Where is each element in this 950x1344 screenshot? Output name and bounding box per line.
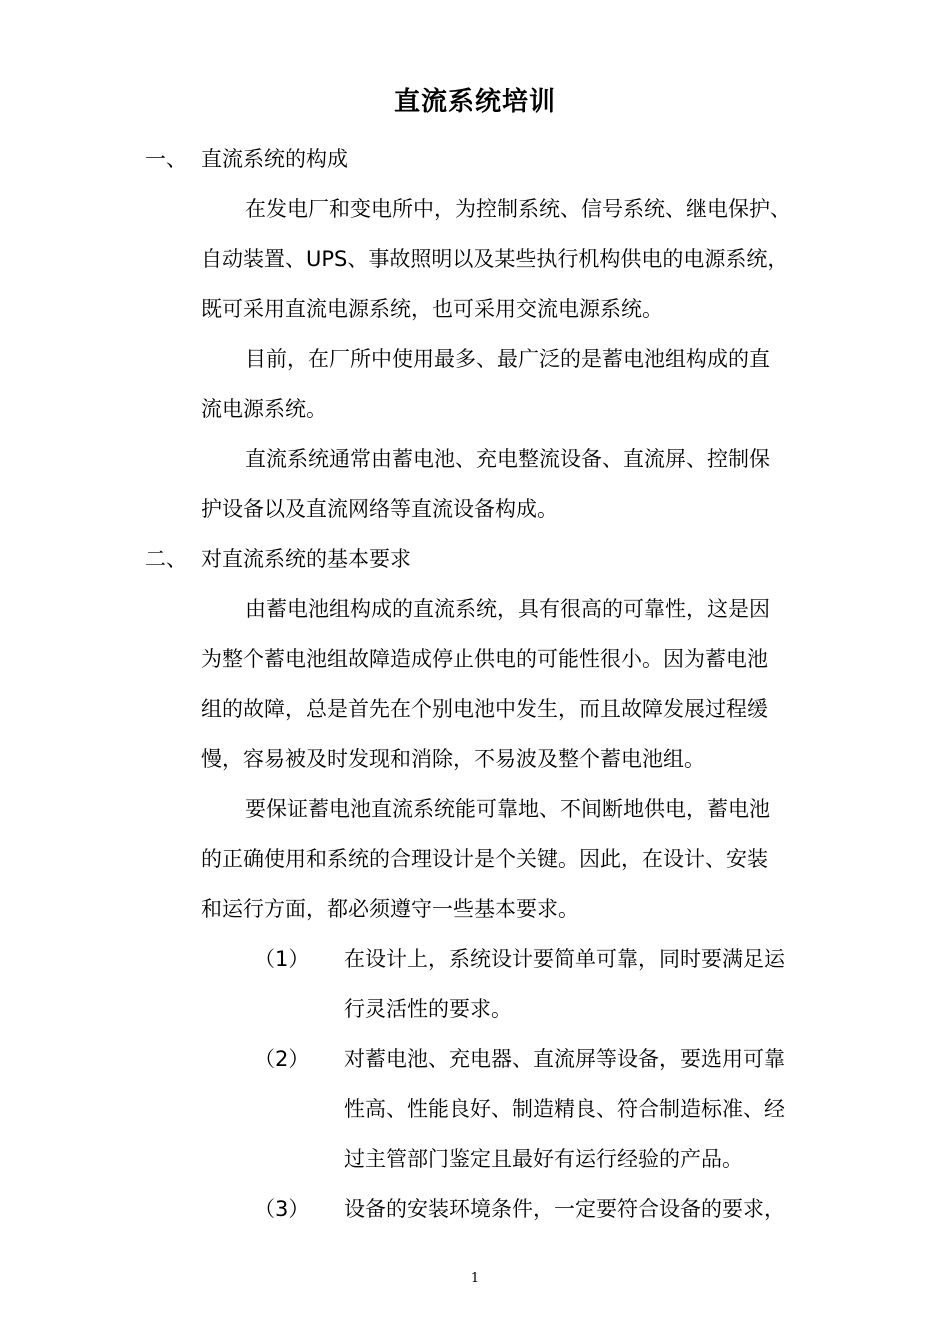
- item-line: 对蓄电池、充电器、直流屏等设备，要选用可靠: [344, 1047, 785, 1071]
- paragraph-line: 流电源系统。: [201, 397, 327, 421]
- paragraph-line: 的正确使用和系统的合理设计是个关键。因此，在设计、安装: [201, 847, 768, 871]
- paragraph-line: 要保证蓄电池直流系统能可靠地、不间断地供电，蓄电池: [245, 797, 770, 821]
- paragraph-line: 直流系统通常由蓄电池、充电整流设备、直流屏、控制保: [245, 447, 770, 471]
- paragraph-line: 在发电厂和变电所中，为控制系统、信号系统、继电保护、: [245, 197, 791, 221]
- item-line: 在设计上，系统设计要简单可靠，同时要满足运: [344, 947, 785, 971]
- item-line: 设备的安装环境条件，一定要符合设备的要求，: [344, 1197, 785, 1221]
- paragraph-line: 组的故障，总是首先在个别电池中发生，而且故障发展过程缓: [201, 697, 768, 721]
- paragraph-line: 和运行方面，都必须遵守一些基本要求。: [201, 897, 579, 921]
- paragraph-line: 由蓄电池组构成的直流系统，具有很高的可靠性，这是因: [245, 597, 770, 621]
- section-number: 二、: [145, 547, 187, 571]
- item-number: （2）: [254, 1047, 310, 1071]
- item-number: （3）: [254, 1197, 310, 1221]
- paragraph-line: 自动装置、UPS、事故照明以及某些执行机构供电的电源系统，: [201, 247, 789, 271]
- page-number: 1: [470, 1271, 480, 1286]
- item-line: 行灵活性的要求。: [344, 997, 512, 1021]
- item-line: 过主管部门鉴定且最好有运行经验的产品。: [344, 1147, 743, 1171]
- item-number: （1）: [254, 947, 310, 971]
- paragraph-line: 既可采用直流电源系统，也可采用交流电源系统。: [201, 297, 663, 321]
- item-line: 性高、性能良好、制造精良、符合制造标准、经: [344, 1097, 785, 1121]
- paragraph-line: 护设备以及直流网络等直流设备构成。: [201, 497, 558, 521]
- paragraph-line: 慢，容易被及时发现和消除，不易波及整个蓄电池组。: [201, 747, 705, 771]
- section-heading: 直流系统的构成: [201, 147, 348, 171]
- paragraph-line: 目前，在厂所中使用最多、最广泛的是蓄电池组构成的直: [245, 347, 770, 371]
- section-number: 一、: [145, 147, 187, 171]
- document-title: 直流系统培训: [393, 87, 556, 117]
- paragraph-line: 为整个蓄电池组故障造成停止供电的可能性很小。因为蓄电池: [201, 647, 768, 671]
- section-heading: 对直流系统的基本要求: [201, 547, 411, 571]
